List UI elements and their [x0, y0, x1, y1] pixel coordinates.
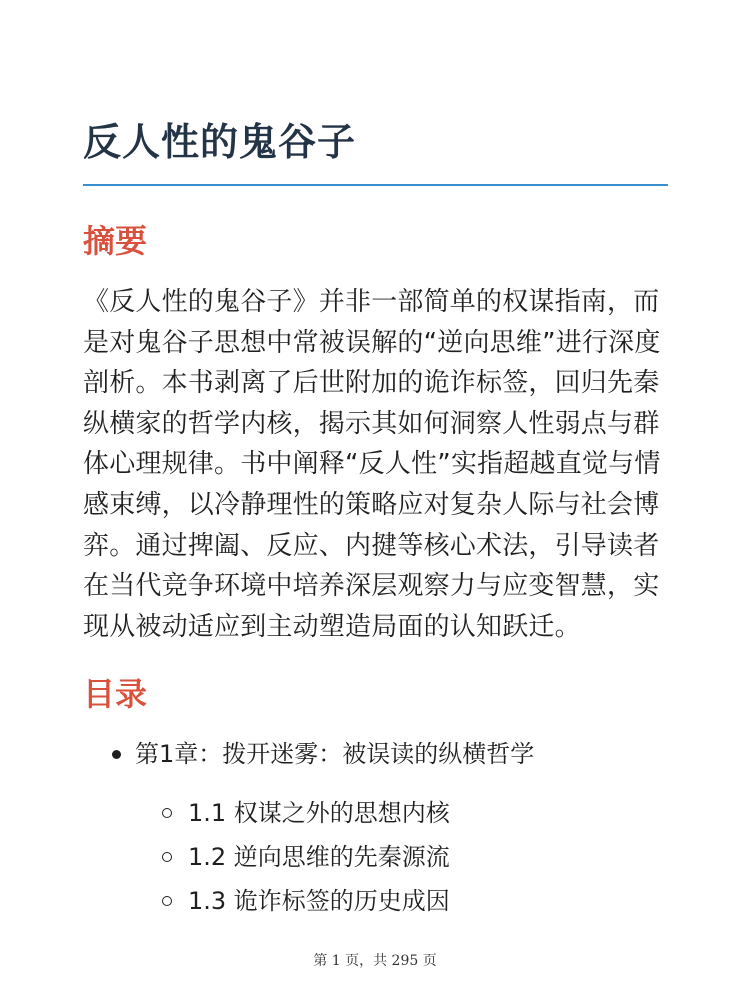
title-divider — [83, 184, 668, 186]
circle-bullet-icon — [162, 852, 172, 862]
page-number-footer: 第 1 页，共 295 页 — [313, 953, 437, 969]
toc-chapter-label: 第1章：拨开迷雾：被误读的纵横哲学 — [135, 740, 535, 768]
toc-section-label: 1.3 诡诈标签的历史成因 — [188, 887, 450, 915]
book-title: 反人性的鬼谷子 — [83, 120, 357, 164]
disc-bullet-icon — [112, 750, 121, 759]
circle-bullet-icon — [162, 808, 172, 818]
toc-section-1-1 — [162, 793, 450, 833]
abstract-paragraph: 《反人性的鬼谷子》并非一部简单的权谋指南，而是对鬼谷子思想中常被误解的“逆向思维”进行深度剖析。本书剥离了后世附加的诡诈标签，回归先秦纵横家的哲学内核，揭示其如何洞察人性弱点与群体心理规律。书中阐释“反人性”实指超越直觉与情感束缚，以冷静理性的策略应对复杂人际与社会博弈。通过捭阖、反应、内揵等核心术法，引导读者在当代竞争环境中培养深层观察力与应变智慧，实现从被动适应到主动塑造局面的认知跃迁。 — [83, 287, 661, 642]
circle-bullet-icon — [162, 896, 172, 906]
toc-heading: 目录 — [83, 675, 148, 713]
toc-section-label: 1.1 权谋之外的思想内核 — [188, 799, 450, 827]
toc-section-1-3 — [162, 881, 450, 921]
toc-chapter-1 — [112, 734, 534, 774]
abstract-heading: 摘要 — [83, 222, 148, 260]
toc-section-label: 1.2 逆向思维的先秦源流 — [188, 843, 450, 871]
toc-section-1-2 — [162, 837, 450, 877]
